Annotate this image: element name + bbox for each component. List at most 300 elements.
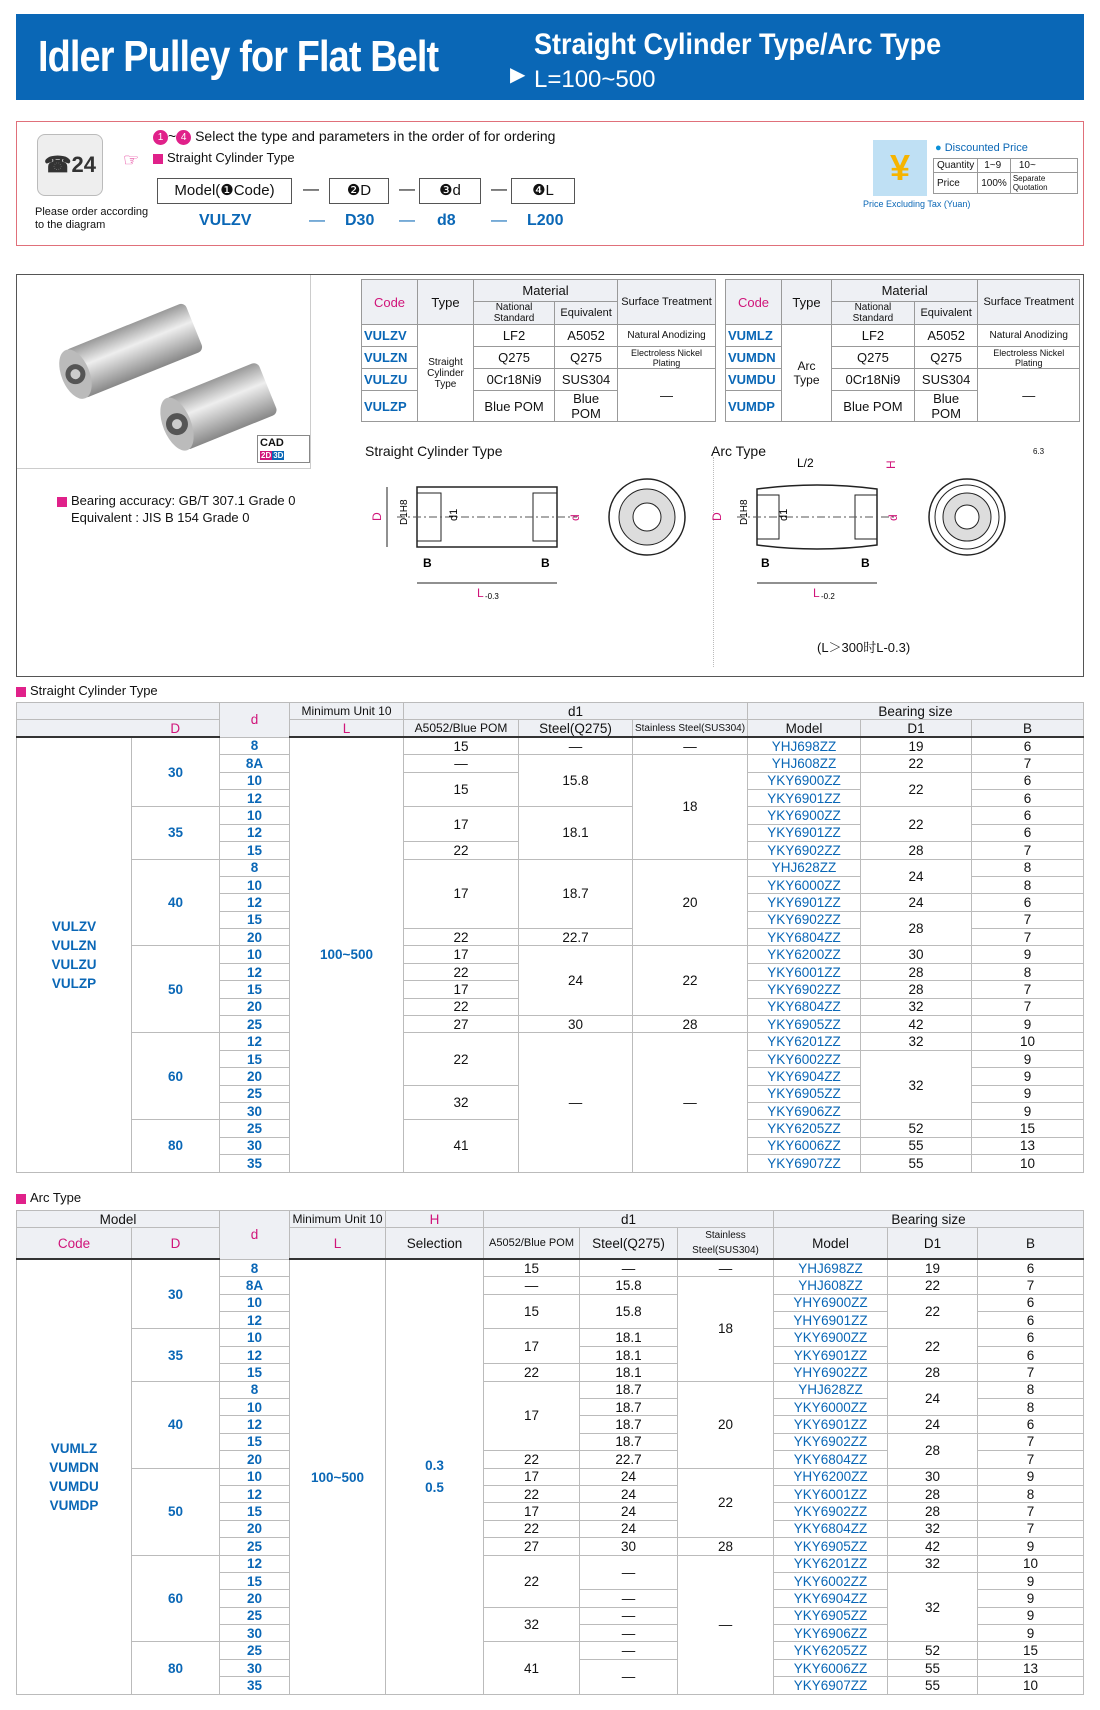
bearing-B: 9 — [972, 1050, 1084, 1067]
d1-a5052: 41 — [404, 1120, 519, 1172]
d-value: 25 — [220, 1538, 290, 1555]
bearing-model: YKY6907ZZ — [748, 1155, 861, 1172]
d1-a5052: 22 — [484, 1485, 580, 1502]
d1-steel: 18.7 — [580, 1399, 678, 1416]
bearing-B: 7 — [978, 1364, 1084, 1381]
d1-sus: — — [678, 1555, 774, 1694]
series-codes: VUMLZ VUMDN VUMDU VUMDP — [17, 1259, 132, 1694]
example-code: VULZV — [199, 212, 252, 229]
order-panel: ☎24 Please order according to the diagram ☞ 1 ~ 4 Select the type and parameters in the order of for ordering Straight Cylinder Type Model(❶Code) — ❷D — ❸d — ❹L VULZV — D30 — d8 — L200 ¥ Price Excluding Tax (Yuan) ● Discounted Price Quantity 1~9 10~ Price 100% Separate Quotation — [16, 121, 1084, 246]
svg-text:d: d — [568, 514, 582, 521]
d1-sus: 28 — [678, 1538, 774, 1555]
d-box: ❸d — [419, 178, 481, 204]
table-row — [17, 1329, 1084, 1346]
bearing-model: YKY6804ZZ — [748, 929, 861, 946]
d-value: 8A — [220, 1277, 290, 1294]
d1-a5052: 17 — [404, 859, 519, 929]
d-value: 12 — [220, 963, 290, 980]
price-table: Quantity 1~9 10~ Price 100% Separate Quotation — [933, 158, 1078, 194]
bearing-model: YHJ608ZZ — [748, 755, 861, 772]
bearing-model: YKY6901ZZ — [748, 824, 861, 841]
bearing-B: 7 — [972, 842, 1084, 859]
bearing-B: 6 — [972, 894, 1084, 911]
svg-text:B: B — [423, 556, 432, 570]
L-box: ❹L — [511, 178, 575, 204]
example-L: L200 — [527, 212, 564, 229]
bearing-B: 9 — [972, 1085, 1084, 1102]
bearing-model: YHJ608ZZ — [774, 1277, 888, 1294]
price-note: Price Excluding Tax (Yuan) — [863, 199, 971, 209]
bearing-D1: 28 — [888, 1485, 978, 1502]
bearing-B: 7 — [972, 981, 1084, 998]
D-value: 30 — [132, 1259, 220, 1329]
price-box: ¥ Price Excluding Tax (Yuan) ● Discounted Price Quantity 1~9 10~ Price 100% Separate Quotation — [873, 140, 1078, 206]
bearing-B: 15 — [978, 1642, 1084, 1659]
d1-a5052: 32 — [484, 1607, 580, 1642]
d-value: 8 — [220, 1259, 290, 1276]
bearing-B: 6 — [972, 737, 1084, 754]
bearing-model: YKY6905ZZ — [774, 1607, 888, 1624]
bearing-B: 8 — [978, 1485, 1084, 1502]
d1-a5052: 17 — [404, 981, 519, 998]
bearing-D1: 22 — [888, 1329, 978, 1364]
bearing-D1: 55 — [861, 1137, 972, 1154]
bearing-D1: 52 — [861, 1120, 972, 1137]
svg-text:L: L — [477, 586, 484, 600]
bearing-D1: 28 — [888, 1433, 978, 1468]
bearing-model: YKY6001ZZ — [748, 963, 861, 980]
d1-a5052: 32 — [404, 1085, 519, 1120]
pointing-hand-icon: ☞ — [123, 150, 140, 170]
bearing-D1: 55 — [861, 1155, 972, 1172]
d1-steel: 30 — [519, 1016, 633, 1033]
L-range: 100~500 — [290, 737, 404, 1172]
svg-text:D1H8: D1H8 — [399, 499, 410, 525]
d-value: 12 — [220, 824, 290, 841]
d1-steel: 18.1 — [580, 1346, 678, 1363]
d1-sus: 18 — [633, 755, 748, 859]
table-row — [17, 946, 1084, 963]
bearing-model: YKY6205ZZ — [748, 1120, 861, 1137]
bearing-D1: 19 — [861, 737, 972, 754]
bearing-model: YKY6201ZZ — [748, 1033, 861, 1050]
d-value: 20 — [220, 1590, 290, 1607]
d1-sus: — — [678, 1259, 774, 1276]
bearing-B: 6 — [972, 824, 1084, 841]
bearing-D1: 32 — [861, 998, 972, 1015]
d-value: 15 — [220, 1050, 290, 1067]
d-value: 15 — [220, 1572, 290, 1589]
d1-steel: — — [580, 1659, 678, 1694]
bearing-B: 9 — [978, 1572, 1084, 1589]
bearing-B: 10 — [972, 1033, 1084, 1050]
d-value: 10 — [220, 1329, 290, 1346]
d-value: 25 — [220, 1085, 290, 1102]
d1-a5052: — — [484, 1277, 580, 1294]
svg-text:D1H8: D1H8 — [739, 499, 750, 525]
bearing-model: YKY6006ZZ — [774, 1659, 888, 1676]
d-value: 8A — [220, 755, 290, 772]
d1-steel: 24 — [580, 1503, 678, 1520]
bearing-model: YHJ698ZZ — [748, 737, 861, 754]
d1-steel: 18.1 — [580, 1329, 678, 1346]
d-value: 12 — [220, 1033, 290, 1050]
d-value: 30 — [220, 1625, 290, 1642]
bearing-D1: 24 — [888, 1416, 978, 1433]
bearing-model: YKY6907ZZ — [774, 1677, 888, 1694]
H-selection: 0.3 0.5 — [386, 1259, 484, 1694]
d1-a5052: 22 — [404, 963, 519, 980]
bearing-D1: 30 — [861, 946, 972, 963]
bearing-model: YKY6900ZZ — [748, 772, 861, 789]
material-table-straight: Code Type Material Surface Treatment National Standard Equivalent VULZV Straight Cylinder Type LF2 A5052 Natural Anodizing VULZN Q275 Q275 Electroless Nickel Plating VULZU 0Cr18Ni9 SUS304 — VULZP Blue POM Blue POM — [361, 279, 716, 422]
d1-steel: 22.7 — [519, 929, 633, 946]
d-value: 10 — [220, 807, 290, 824]
straight-table-title: Straight Cylinder Type — [30, 683, 158, 698]
bearing-model: YHY6902ZZ — [774, 1364, 888, 1381]
bearing-D1: 30 — [888, 1468, 978, 1485]
bearing-model: YKY6901ZZ — [748, 894, 861, 911]
bearing-B: 7 — [978, 1433, 1084, 1450]
d1-steel: — — [580, 1625, 678, 1642]
bearing-D1: 55 — [888, 1677, 978, 1694]
bearing-B: 7 — [972, 929, 1084, 946]
bearing-D1: 24 — [888, 1381, 978, 1416]
d-value: 15 — [220, 1503, 290, 1520]
D-value: 40 — [132, 1381, 220, 1468]
bearing-model: YKY6804ZZ — [774, 1520, 888, 1537]
d-value: 35 — [220, 1155, 290, 1172]
bearing-model: YKY6906ZZ — [774, 1625, 888, 1642]
d-value: 25 — [220, 1642, 290, 1659]
table-row — [17, 1259, 1084, 1276]
bearing-D1: 32 — [888, 1572, 978, 1642]
D-value: 60 — [132, 1555, 220, 1642]
d-value: 12 — [220, 894, 290, 911]
bearing-model: YKY6900ZZ — [774, 1329, 888, 1346]
bearing-model: YHY6900ZZ — [774, 1294, 888, 1311]
bearing-model: YKY6902ZZ — [774, 1433, 888, 1450]
diagram-label-arc: Arc Type — [711, 443, 766, 459]
header-banner — [16, 14, 1084, 100]
svg-text:D: D — [370, 512, 384, 521]
bearing-B: 8 — [972, 876, 1084, 893]
order-note: Please order according to the diagram — [35, 206, 149, 231]
d1-a5052: 22 — [484, 1520, 580, 1537]
d1-steel: 18.7 — [580, 1416, 678, 1433]
d1-steel: — — [580, 1642, 678, 1659]
d1-sus: 28 — [633, 1016, 748, 1033]
order-subtitle: Straight Cylinder Type — [167, 150, 295, 165]
d1-sus: 20 — [633, 859, 748, 946]
bearing-D1: 28 — [861, 842, 972, 859]
bearing-D1: 28 — [888, 1364, 978, 1381]
table-row — [17, 1381, 1084, 1398]
bearing-model: YKY6002ZZ — [748, 1050, 861, 1067]
bearing-model: YKY6904ZZ — [748, 1068, 861, 1085]
yen-icon: ¥ — [873, 140, 927, 196]
material-table-arc: Code Type Material Surface Treatment National Standard Equivalent VUMLZ Arc Type LF2 A5052 Natural Anodizing VUMDN Q275 Q275 Electroless Nickel Plating VUMDU 0Cr18Ni9 SUS304 — VUMDP Blue POM Blue POM — [725, 279, 1080, 422]
d-value: 25 — [220, 1120, 290, 1137]
d1-steel: 24 — [580, 1468, 678, 1485]
bearing-D1: 28 — [861, 911, 972, 946]
series-codes: VULZV VULZN VULZU VULZP — [17, 737, 132, 1172]
bearing-B: 9 — [972, 1102, 1084, 1119]
d-value: 12 — [220, 1485, 290, 1502]
bearing-D1: 52 — [888, 1642, 978, 1659]
bearing-B: 7 — [972, 998, 1084, 1015]
svg-text:d1: d1 — [778, 508, 790, 521]
length-range: L=100~500 — [534, 66, 656, 93]
d1-steel: 18.7 — [580, 1381, 678, 1398]
bearing-B: 9 — [972, 946, 1084, 963]
bearing-B: 15 — [972, 1120, 1084, 1137]
d1-a5052: 15 — [404, 772, 519, 807]
d1-a5052: 15 — [484, 1259, 580, 1276]
d1-a5052: 22 — [404, 929, 519, 946]
bearing-model: YKY6000ZZ — [748, 876, 861, 893]
d-value: 10 — [220, 1399, 290, 1416]
d1-a5052: 17 — [404, 807, 519, 842]
product-photo — [17, 275, 311, 469]
bearing-B: 9 — [978, 1625, 1084, 1642]
dimension-drawings — [357, 455, 1057, 605]
bearing-model: YKY6902ZZ — [748, 842, 861, 859]
D-value: 30 — [132, 737, 220, 807]
bearing-model: YKY6900ZZ — [748, 807, 861, 824]
d1-a5052: 17 — [484, 1468, 580, 1485]
bearing-D1: 32 — [888, 1555, 978, 1572]
d1-a5052: 27 — [484, 1538, 580, 1555]
bearing-D1: 19 — [888, 1259, 978, 1276]
bearing-D1: 42 — [861, 1016, 972, 1033]
d-value: 10 — [220, 876, 290, 893]
bearing-B: 6 — [978, 1416, 1084, 1433]
page-title: Idler Pulley for Flat Belt — [38, 32, 439, 81]
d-value: 8 — [220, 1381, 290, 1398]
order-instruction: Select the type and parameters in the order of for ordering — [195, 128, 556, 144]
d-value: 12 — [220, 789, 290, 806]
d-value: 12 — [220, 1312, 290, 1329]
bearing-model: YKY6000ZZ — [774, 1399, 888, 1416]
bearing-B: 9 — [978, 1590, 1084, 1607]
table-row — [17, 1468, 1084, 1485]
d-value: 12 — [220, 1346, 290, 1363]
bearing-B: 7 — [978, 1451, 1084, 1468]
bearing-B: 9 — [978, 1468, 1084, 1485]
cad-badge: CAD 2D 3D — [257, 435, 310, 463]
spec-panel — [16, 274, 1084, 677]
D-value: 60 — [132, 1033, 220, 1120]
bearing-model: YHJ628ZZ — [748, 859, 861, 876]
d1-a5052: 41 — [484, 1642, 580, 1694]
d-value: 30 — [220, 1137, 290, 1154]
bearing-model: YHJ628ZZ — [774, 1381, 888, 1398]
bearing-D1: 42 — [888, 1538, 978, 1555]
svg-text:H: H — [884, 460, 898, 469]
bearing-B: 10 — [978, 1677, 1084, 1694]
bullet-icon — [16, 687, 26, 697]
bearing-B: 7 — [972, 911, 1084, 928]
d1-sus: 18 — [678, 1277, 774, 1381]
bearing-B: 7 — [978, 1277, 1084, 1294]
svg-text:d: d — [886, 514, 900, 521]
d1-sus: — — [633, 737, 748, 754]
bearing-B: 8 — [972, 859, 1084, 876]
svg-text:L/2: L/2 — [797, 456, 814, 470]
d1-a5052: 22 — [484, 1555, 580, 1607]
bullet-icon — [57, 497, 67, 507]
bearing-B: 9 — [978, 1538, 1084, 1555]
D-value: 40 — [132, 859, 220, 946]
bearing-model: YKY6804ZZ — [748, 998, 861, 1015]
bearing-D1: 24 — [861, 859, 972, 894]
d1-a5052: 15 — [404, 737, 519, 754]
svg-text:-0.2: -0.2 — [821, 592, 835, 601]
d-value: 15 — [220, 981, 290, 998]
bearing-model: YKY6901ZZ — [774, 1416, 888, 1433]
bearing-B: 13 — [978, 1659, 1084, 1676]
d1-a5052: 17 — [484, 1329, 580, 1364]
d1-sus: 22 — [678, 1468, 774, 1538]
d-value: 20 — [220, 998, 290, 1015]
straight-cylinder-table: d Minimum Unit 10 d1 Bearing size D L A5052/Blue POM Steel(Q275) Stainless Steel(SUS304) Model D1 B VULZV VULZN VULZU VULZP 30 8 100~500 15 — — YHJ698ZZ 19 6 8A — 15.8 18 YHJ608ZZ 22 7 10 15 YKY6900ZZ 22 6 12 YKY6901ZZ 6 35 10 17 18.1 YKY6900ZZ 22 6 12 YKY6901ZZ 6 15 22 YKY6902ZZ 28 7 40 8 17 18.7 20 YHJ628ZZ 24 8 10 YKY6000ZZ 8 12 YKY6901ZZ 24 6 15 YKY6902ZZ 28 7 20 22 22.7 YKY6804ZZ 7 50 10 17 24 22 YKY6200ZZ 30 9 12 22 YKY6001ZZ 28 8 15 17 YKY6902ZZ 28 7 20 22 YKY6804ZZ 32 7 25 27 30 28 YKY6905ZZ 42 9 60 12 22 — — YKY6201ZZ 32 10 15 YKY6002ZZ 32 9 20 YKY6904ZZ 9 25 32 YKY6905ZZ 9 30 YKY6906ZZ 9 80 25 41 YKY6205ZZ 52 15 30 YKY6006ZZ 55 13 35 YKY6907ZZ 55 10 — [16, 702, 1084, 1173]
table-row — [17, 859, 1084, 876]
bearing-model: YHJ698ZZ — [774, 1259, 888, 1276]
bearing-B: 6 — [978, 1294, 1084, 1311]
d-value: 10 — [220, 772, 290, 789]
bearing-model: YKY6006ZZ — [748, 1137, 861, 1154]
D-value: 35 — [132, 807, 220, 859]
d1-steel: 15.8 — [519, 755, 633, 807]
d1-steel: 18.7 — [519, 859, 633, 929]
bearing-B: 6 — [972, 772, 1084, 789]
svg-text:d1: d1 — [448, 508, 460, 521]
bearing-D1: 22 — [861, 807, 972, 842]
d1-steel: — — [519, 1033, 633, 1172]
d1-a5052: 15 — [484, 1294, 580, 1329]
bearing-B: 8 — [978, 1381, 1084, 1398]
d-value: 25 — [220, 1607, 290, 1624]
bearing-D1: 22 — [861, 755, 972, 772]
bearing-model: YHY6200ZZ — [774, 1468, 888, 1485]
bearing-B: 9 — [972, 1016, 1084, 1033]
d1-steel: 18.1 — [519, 807, 633, 859]
d1-steel: 24 — [580, 1485, 678, 1502]
svg-text:D: D — [710, 512, 724, 521]
d-value: 20 — [220, 1520, 290, 1537]
d-value: 10 — [220, 1468, 290, 1485]
d-value: 12 — [220, 1416, 290, 1433]
example-d: d8 — [437, 212, 456, 229]
bearing-model: YHY6901ZZ — [774, 1312, 888, 1329]
bearing-model: YKY6902ZZ — [774, 1503, 888, 1520]
table-row — [17, 1555, 1084, 1572]
d-value: 20 — [220, 1451, 290, 1468]
bearing-model: YKY6901ZZ — [748, 789, 861, 806]
bearing-accuracy: Bearing accuracy: GB/T 307.1 Grade 0 — [71, 493, 296, 508]
d-value: 10 — [220, 946, 290, 963]
d1-steel: 24 — [580, 1520, 678, 1537]
d-value: 15 — [220, 911, 290, 928]
table-row — [17, 1642, 1084, 1659]
bearing-B: 8 — [978, 1399, 1084, 1416]
L-range: 100~500 — [290, 1259, 386, 1694]
svg-text:-0.3: -0.3 — [485, 592, 499, 601]
roughness-value: 6.3 — [1033, 447, 1045, 456]
bearing-model: YKY6902ZZ — [748, 981, 861, 998]
d-value: 15 — [220, 842, 290, 859]
d1-steel: 15.8 — [580, 1294, 678, 1329]
d-value: 15 — [220, 1364, 290, 1381]
bearing-equivalent: Equivalent : JIS B 154 Grade 0 — [71, 510, 250, 525]
d1-steel: 24 — [519, 946, 633, 1016]
bearing-D1: 28 — [888, 1503, 978, 1520]
bullet-icon — [153, 154, 163, 164]
D-box: ❷D — [329, 178, 389, 204]
bearing-B: 13 — [972, 1137, 1084, 1154]
d-value: 30 — [220, 1659, 290, 1676]
bearing-model: YKY6001ZZ — [774, 1485, 888, 1502]
d-value: 30 — [220, 1102, 290, 1119]
bearing-B: 6 — [978, 1259, 1084, 1276]
d1-a5052: 17 — [404, 946, 519, 963]
d1-steel: — — [519, 737, 633, 754]
phone-24-icon: ☎24 — [37, 134, 103, 196]
D-value: 35 — [132, 1329, 220, 1381]
d1-a5052: 27 — [404, 1016, 519, 1033]
bullet-icon — [16, 1194, 26, 1204]
svg-text:L: L — [813, 586, 820, 600]
bearing-D1: 55 — [888, 1659, 978, 1676]
D-value: 50 — [132, 946, 220, 1033]
bearing-B: 10 — [972, 1155, 1084, 1172]
bearing-B: 6 — [978, 1312, 1084, 1329]
bearing-D1: 22 — [888, 1294, 978, 1329]
d1-steel: — — [580, 1590, 678, 1607]
bearing-B: 6 — [978, 1346, 1084, 1363]
d-value: 8 — [220, 859, 290, 876]
bearing-B: 9 — [978, 1607, 1084, 1624]
D-value: 50 — [132, 1468, 220, 1555]
d1-steel: 22.7 — [580, 1451, 678, 1468]
d-value: 10 — [220, 1294, 290, 1311]
d1-a5052: 22 — [404, 998, 519, 1015]
svg-text:B: B — [761, 556, 770, 570]
bearing-D1: 32 — [861, 1050, 972, 1120]
d-value: 15 — [220, 1433, 290, 1450]
d1-steel: 18.1 — [580, 1364, 678, 1381]
arrow-icon: ▶ — [510, 64, 526, 86]
dot-icon: ● — [935, 142, 942, 154]
bearing-D1: 28 — [861, 963, 972, 980]
bearing-D1: 22 — [861, 772, 972, 807]
bearing-model: YKY6905ZZ — [774, 1538, 888, 1555]
bearing-model: YKY6901ZZ — [774, 1346, 888, 1363]
d1-a5052: — — [404, 755, 519, 772]
bearing-D1: 22 — [888, 1277, 978, 1294]
d-value: 25 — [220, 1016, 290, 1033]
bearing-D1: 32 — [861, 1033, 972, 1050]
bearing-model: YKY6904ZZ — [774, 1590, 888, 1607]
d-value: 35 — [220, 1677, 290, 1694]
bearing-D1: 28 — [861, 981, 972, 998]
d1-steel: — — [580, 1259, 678, 1276]
bearing-model: YKY6200ZZ — [748, 946, 861, 963]
d-value: 20 — [220, 929, 290, 946]
bearing-B: 7 — [972, 755, 1084, 772]
d1-steel: 30 — [580, 1538, 678, 1555]
